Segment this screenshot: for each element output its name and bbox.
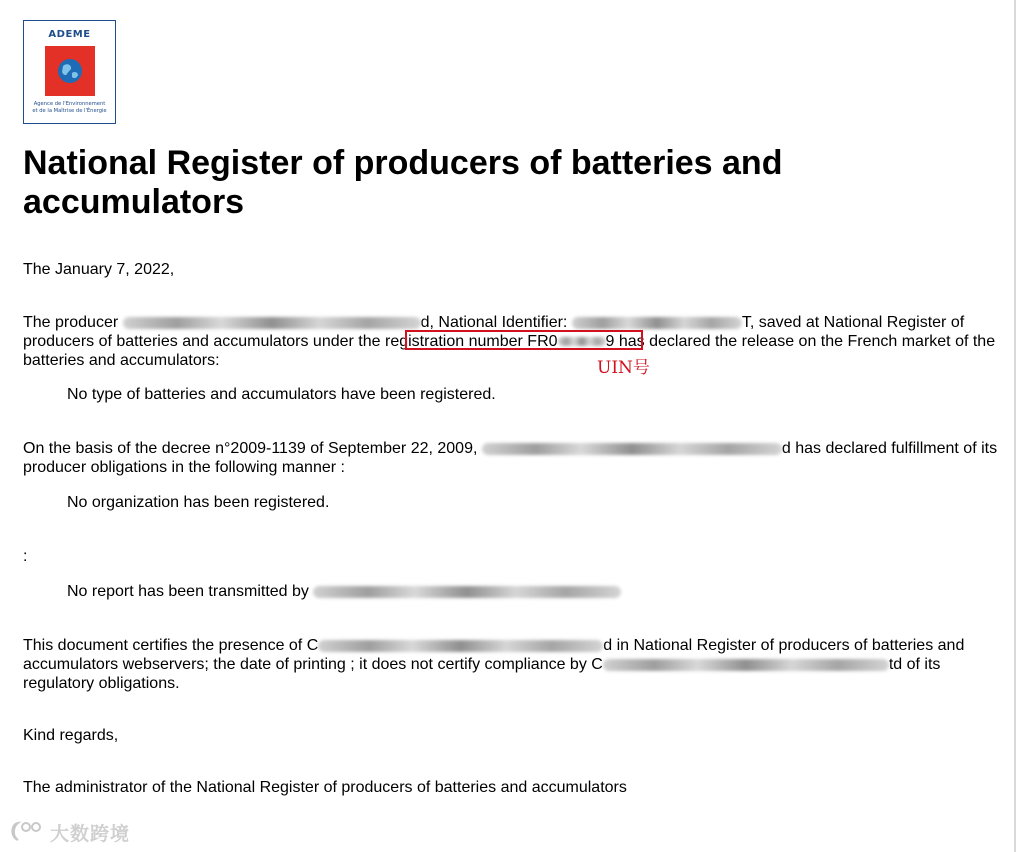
batteries-note: No type of batteries and accumulators have been registered. <box>67 386 496 403</box>
registration-highlight-box <box>405 330 643 350</box>
certification-paragraph: This document certifies the presence of C d in National Register of producers of batteries and accumulators webservers; the date of printing ; it does not certify compliance by C td of its regulatory obligations. <box>23 637 965 692</box>
redacted-producer-name <box>123 317 421 329</box>
page-edge-divider <box>1014 0 1016 852</box>
watermark <box>8 818 130 846</box>
ademe-logo <box>23 20 116 124</box>
closing-line: Kind regards, <box>23 727 119 744</box>
logo-red-square <box>45 46 95 96</box>
watermark-logo-icon <box>8 820 46 844</box>
uin-annotation: UIN号 <box>597 358 650 378</box>
producer-paragraph: The producer d, National Identifier: T, saved at National Register of producers of batteries and accumulators under the registration number FR0 9 has declared the release on the French market of the batteries and accumulators: <box>23 314 996 369</box>
registration-number: registration number FR0 9 <box>385 333 615 350</box>
decree-paragraph: On the basis of the decree n°2009-1139 of September 22, 2009, d has declared fulfillment of its producer obligations in the following manner : <box>23 440 998 476</box>
logo-name: ADEME <box>48 29 91 40</box>
watermark-text: 大数跨境 <box>50 822 131 845</box>
document-title: National Register of producers of batteries and accumulators <box>23 144 783 221</box>
report-note: No report has been transmitted by <box>67 582 967 601</box>
redacted-company-name <box>482 443 782 455</box>
redacted-national-identifier <box>572 317 742 329</box>
redacted-company-name <box>603 659 889 671</box>
redacted-company-name <box>318 640 603 652</box>
colon-line: : <box>23 548 28 565</box>
globe-icon <box>58 59 82 83</box>
organization-note: No organization has been registered. <box>67 494 330 511</box>
signature-line: The administrator of the National Register of producers of batteries and accumulators <box>23 779 627 796</box>
logo-subtitle: Agence de l'Environnement et de la Maîtrise de l'Énergie <box>32 101 107 114</box>
date-line: The January 7, 2022, <box>23 261 175 278</box>
redacted-company-name <box>313 586 621 598</box>
